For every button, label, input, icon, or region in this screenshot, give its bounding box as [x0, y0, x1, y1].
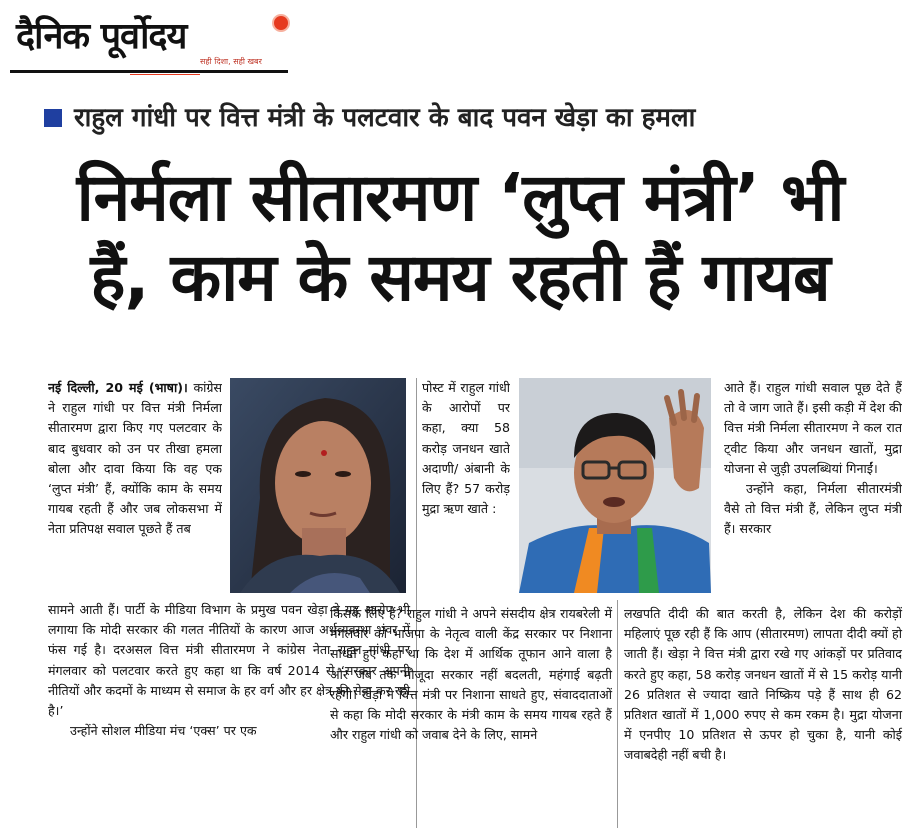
- headline-line-2: हैं, काम के समय रहती हैं गायब: [90, 239, 830, 316]
- column-3-bottom: [624, 604, 902, 766]
- headline-line-1: निर्मला सीतारमण ‘लुप्त मंत्री’ भी: [76, 159, 844, 236]
- article-body-5: किसके लिए हैं? राहुल गांधी ने अपने संसदीय क्षेत्र रायबरेली में मंगलवार को भाजपा के नेतृत्व वाली केंद्र सरकार पर निशाना साधते हुए कहा था कि देश में आर्थिक तूफान आने वाला है और जब तक मौजूदा सरकार नहीं बदलती, महंगाई बढ़ती रहेगी। खेड़ा ने वित्त मंत्री पर निशाना साधते हुए, संवाददाताओं से कहा कि मोदी सरकार के मंत्री काम के समय गायब रहते हैं और राहुल गांधी को जवाब देने के लिए, सामने: [330, 606, 612, 743]
- article-body-8: लखपति दीदी की बात करती है, लेकिन देश की करोड़ों महिलाएं पूछ रही हैं कि आप (सीतारमण) लापता दीदी क्यों हो जाती हैं। खेड़ा ने वित्त मंत्री द्वारा रखे गए आंकड़ों पर प्रतिवाद करते हुए कहा, 58 करोड़ जनधन खातों में से 15 करोड़ यानी 26 प्रतिशत से ज्यादा खाते निष्क्रिय पड़े हैं साथ ही 62 प्रतिशत खातों में 1,000 रुपए से कम रकम है। मुद्रा योजना में एनपीए 10 प्रतिशत से ऊपर हो चुका है, यानी कोई जवाबदेही नहीं बची है।: [624, 606, 902, 763]
- column-divider-2: [617, 600, 618, 828]
- newspaper-logo: दैनिक पूर्वोदय: [16, 16, 187, 57]
- kicker: [44, 98, 695, 134]
- article-body-6: आते हैं। राहुल गांधी सवाल पूछ देते हैं तो वे जाग जाते हैं। इसी कड़ी में देश की वित्त मंत्री निर्मला सीतारमण ने कल रात ट्वीट किया और जनधन खातों, मुद्रा योजना से जुड़ी उपलब्धियां गिनाईं।: [724, 380, 902, 476]
- masthead-rule: [10, 70, 288, 73]
- column-3-top: [724, 378, 902, 600]
- column-2-wide-text: [330, 604, 612, 745]
- article-body-3: उन्होंने सोशल मीडिया मंच ‘एक्स’ पर एक: [70, 723, 257, 739]
- photo-nirmala-sitharaman: [230, 378, 406, 593]
- masthead-accent-rule: [130, 74, 200, 75]
- tagline: सही दिशा, सही खबर: [200, 57, 262, 66]
- article-body-1: कांग्रेस ने राहुल गांधी पर वित्त मंत्री निर्मला सीतारमण द्वारा किए गए पलटवार के बाद बुधवार को उन पर तीखा हमला बोला और दावा किया कि वह एक ‘लुप्त मंत्री’ हैं, क्योंकि काम के समय गायब रहती हैं और जब लोकसभा में नेता प्रतिपक्ष सवाल पूछते हैं तब: [48, 380, 222, 537]
- article-body-4: पोस्ट में राहुल गांधी के आरोपों पर कहा, क्या 58 करोड़ जनधन खाते अदाणी/ अंबानी के लिए हैं? 57 करोड़ मुद्रा ऋण खाते :: [422, 380, 510, 517]
- photo-pawan-khera: [519, 378, 711, 593]
- masthead: [10, 6, 310, 78]
- headline: [20, 158, 900, 318]
- article-body-2: सामने आती हैं। पार्टी के मीडिया विभाग के प्रमुख पवन खेड़ा ने यह आरोप भी लगाया कि मोदी सरकार की गलत नीतियों के कारण आज अर्थव्यवस्था भंवर में फंस गई है। दरअसल वित्त मंत्री सीतारमण ने कांग्रेस नेता राहुल गांधी पर मंगलवार को पलटवार करते हुए कहा था कि वर्ष 2014 से ‘सरकार अपनी नीतियों और कदमों के माध्यम से समाज के हर वर्ग और हर क्षेत्र की सेवा कर रही है।’: [48, 602, 410, 719]
- column-1-top: [48, 378, 222, 600]
- column-divider-1: [416, 378, 417, 828]
- article-body-7: उन्होंने कहा, निर्मला सीतारमंत्री वैसे तो वित्त मंत्री हैं, लेकिन लुप्त मंत्री हैं। सरकार: [724, 481, 902, 537]
- logo-dot-icon: [272, 14, 290, 32]
- dateline: नई दिल्ली, 20 मई (भाषा)।: [48, 380, 188, 395]
- kicker-text: राहुल गांधी पर वित्त मंत्री के पलटवार के बाद पवन खेड़ा का हमला: [74, 103, 696, 133]
- column-2-top: [422, 378, 510, 600]
- square-bullet-icon: [44, 109, 62, 127]
